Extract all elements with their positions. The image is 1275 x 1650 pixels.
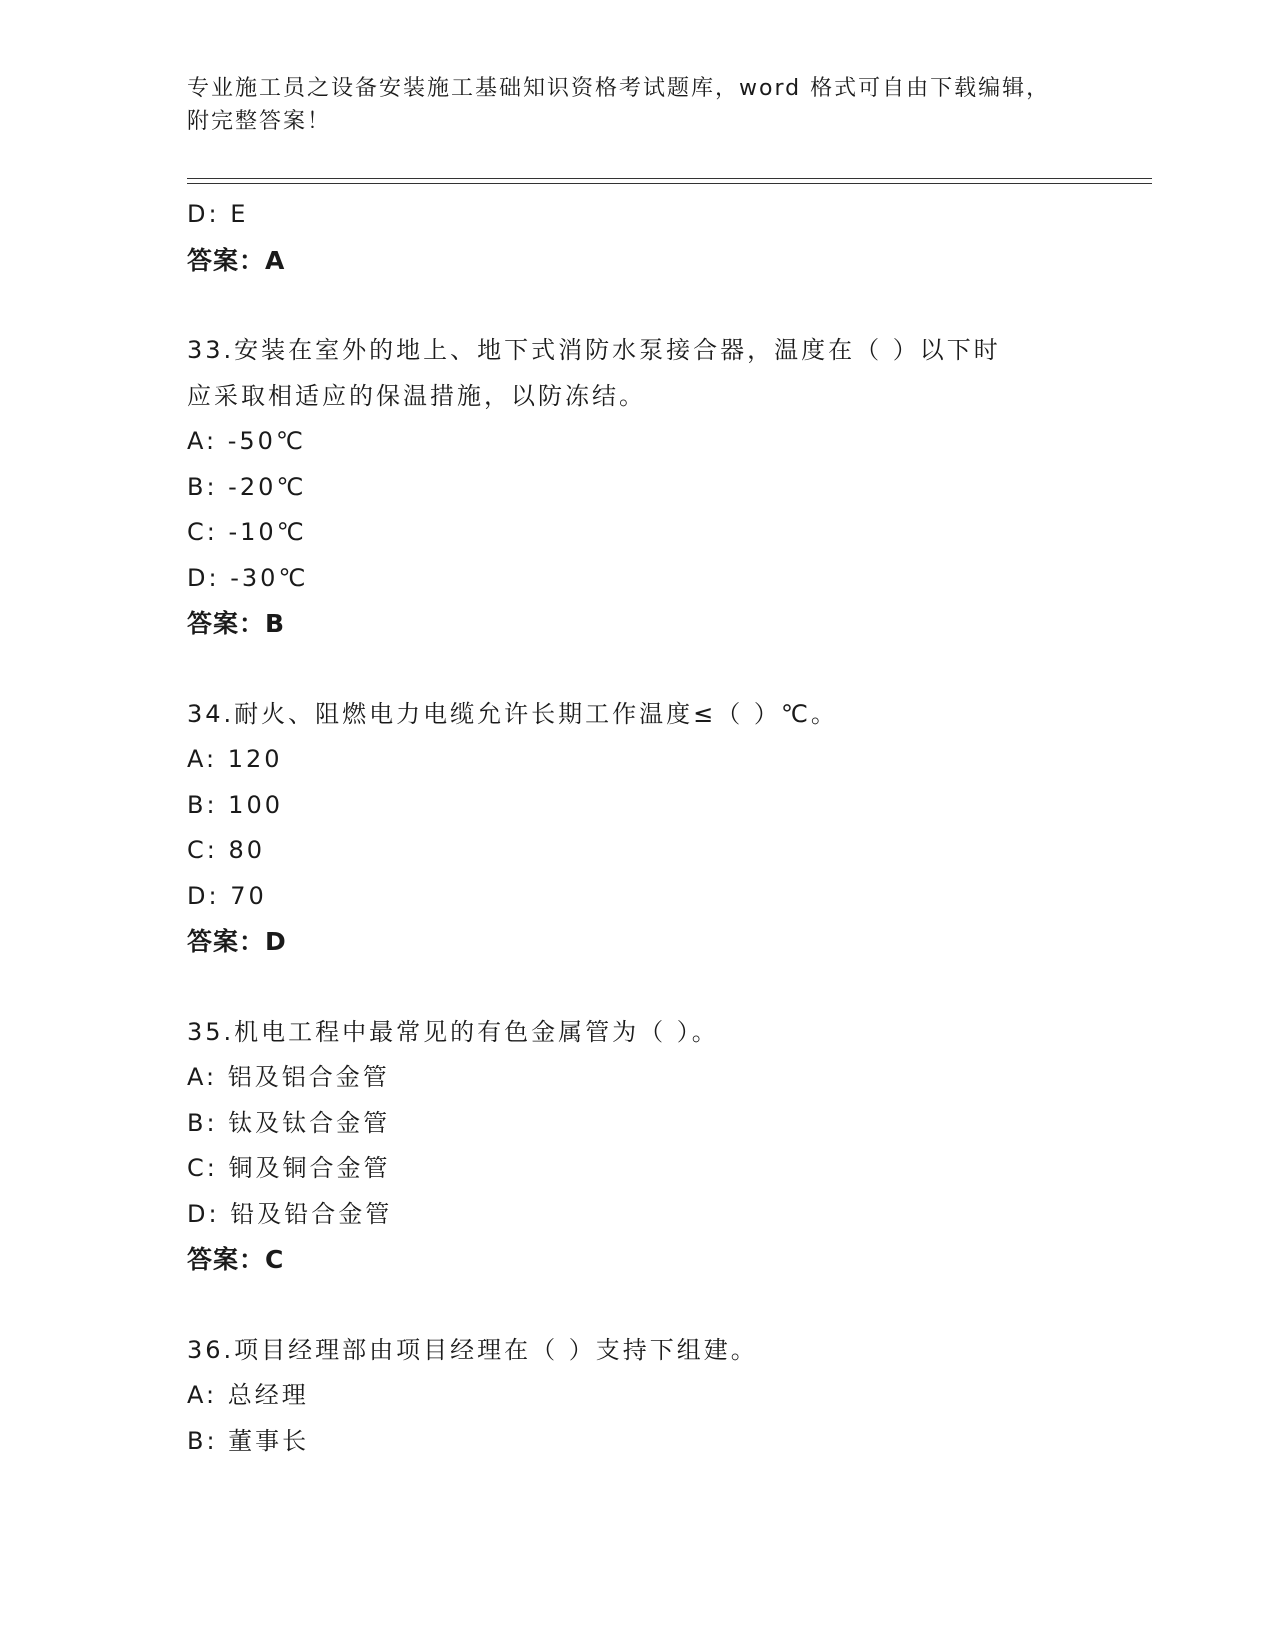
spacer (187, 965, 1147, 1010)
answer: 答案：B (187, 609, 286, 638)
option-b: B: 钛及钛合金管 (187, 1108, 391, 1137)
question-list (187, 192, 1147, 1464)
option-c: C: 铜及铜合金管 (187, 1154, 391, 1182)
question-stem: 33.安装在室外的地上、地下式消防水泵接合器，温度在（ ）以下时 (187, 336, 1001, 364)
spacer (187, 283, 1147, 328)
header-line-1: 专业施工员之设备安装施工基础知识资格考试题库，word 格式可自由下载编辑， (187, 76, 1051, 101)
answer: 答案：A (187, 245, 286, 275)
question-stem-continued: 应采取相适应的保温措施，以防冻结。 (187, 381, 646, 410)
header-divider-top (187, 178, 1152, 179)
answer: 答案：D (187, 927, 287, 956)
document-header (187, 72, 1087, 138)
spacer (187, 1283, 1147, 1328)
answer: 答案：C (187, 1245, 285, 1274)
option-d: D: 铅及铅合金管 (187, 1199, 393, 1228)
option-a: A: -50℃ (187, 427, 306, 455)
question-35 (187, 1010, 1147, 1283)
option-b: B: -20℃ (187, 472, 307, 501)
question-stem: 36.项目经理部由项目经理在（ ）支持下组建。 (187, 1335, 758, 1364)
option-a: A: 铝及铝合金管 (187, 1063, 390, 1091)
question-36 (187, 1328, 1147, 1465)
option-a: A: 120 (187, 745, 283, 773)
header-divider-bottom (187, 183, 1152, 184)
option-d: D: E (187, 200, 249, 228)
option-b: B: 董事长 (187, 1426, 310, 1455)
question-33 (187, 328, 1147, 647)
header-line-2: 附完整答案！ (187, 109, 332, 134)
option-c: C: 80 (187, 836, 266, 864)
option-a: A: 总经理 (187, 1381, 309, 1409)
question-stem: 34.耐火、阻燃电力电缆允许长期工作温度≤（ ）℃。 (187, 699, 838, 728)
option-b: B: 100 (187, 790, 283, 819)
option-c: C: -10℃ (187, 518, 307, 546)
question-34 (187, 692, 1147, 965)
option-d: D: 70 (187, 881, 267, 910)
question-stem: 35.机电工程中最常见的有色金属管为（ ）。 (187, 1017, 719, 1046)
option-d: D: -30℃ (187, 563, 309, 592)
spacer (187, 647, 1147, 692)
